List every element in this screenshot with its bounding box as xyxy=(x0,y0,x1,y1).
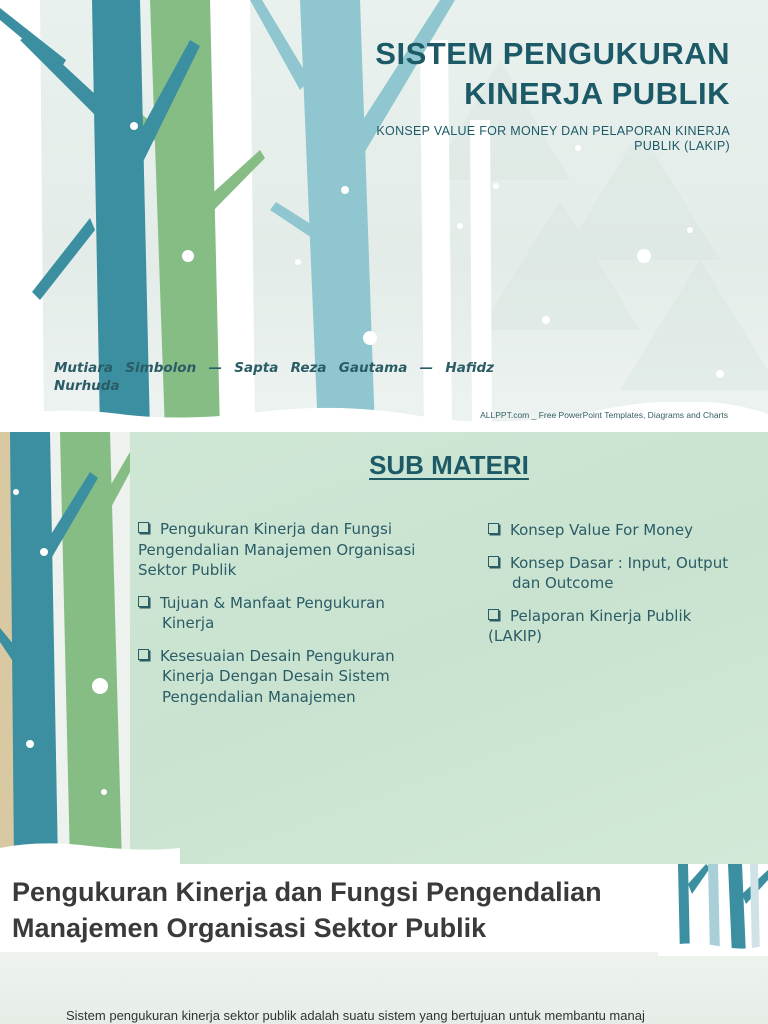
topic-list-right xyxy=(488,520,738,659)
template-credit: ALLPPT.com _ Free PowerPoint Templates, Diagrams and Charts xyxy=(480,410,728,420)
checkbox-square-icon xyxy=(138,596,149,607)
list-item-label: Tujuan & Manfaat Pengukuran Kinerja xyxy=(160,593,385,632)
checkbox-square-icon xyxy=(488,523,499,534)
author-names: Mutiara Simbolon — Sapta Reza Gautama — Hafidz Nurhuda xyxy=(54,360,494,394)
list-item-label: Pelaporan Kinerja Publik (LAKIP) xyxy=(488,606,692,645)
list-item xyxy=(488,606,738,647)
title-line-2: Manajemen Organisasi Sektor Publik xyxy=(12,913,487,943)
list-item xyxy=(138,593,428,634)
content-slide xyxy=(0,864,768,1024)
slide-subtitle xyxy=(310,124,730,154)
body-paragraph: Sistem pengukuran kinerja sektor publik adalah suatu sistem yang bertujuan untuk membantu manaj xyxy=(66,1008,645,1023)
checkbox-square-icon xyxy=(138,649,149,660)
subtitle-line-1: KONSEP VALUE FOR MONEY DAN PELAPORAN KINERJA xyxy=(376,124,730,138)
topic-list-left xyxy=(138,519,428,719)
list-item-label: Konsep Value For Money xyxy=(510,521,694,539)
snow-ground xyxy=(0,840,768,864)
list-item-label: Kesesuaian Desain Pengukuran Kinerja Dengan Desain Sistem Pengendalian Manajemen xyxy=(160,646,395,706)
slide-title xyxy=(270,34,730,114)
title-line-1: Pengukuran Kinerja dan Fungsi Pengendalian xyxy=(12,877,602,907)
section-heading: SUB MATERI xyxy=(369,450,529,480)
checkbox-square-icon xyxy=(488,609,499,620)
title-slide xyxy=(0,0,768,432)
list-item xyxy=(488,553,738,594)
checkbox-square-icon xyxy=(138,522,149,533)
list-item xyxy=(138,646,428,708)
list-item xyxy=(488,520,738,541)
title-line-1: SISTEM PENGUKURAN xyxy=(375,36,730,71)
list-item xyxy=(138,519,428,581)
list-item-label: Konsep Dasar : Input, Output dan Outcome xyxy=(510,553,729,592)
title-line-2: KINERJA PUBLIK xyxy=(464,76,730,111)
subtitle-line-2: PUBLIK (LAKIP) xyxy=(634,139,730,153)
checkbox-square-icon xyxy=(488,556,499,567)
corner-tree-illustration xyxy=(658,864,768,956)
slide-title xyxy=(12,874,672,946)
list-item-label: Pengukuran Kinerja dan Fungsi Pengendalian Manajemen Organisasi Sektor Publik xyxy=(138,520,416,579)
side-tree-art xyxy=(0,432,130,864)
sub-materi-slide xyxy=(0,432,768,864)
side-tree-illustration xyxy=(0,432,130,864)
